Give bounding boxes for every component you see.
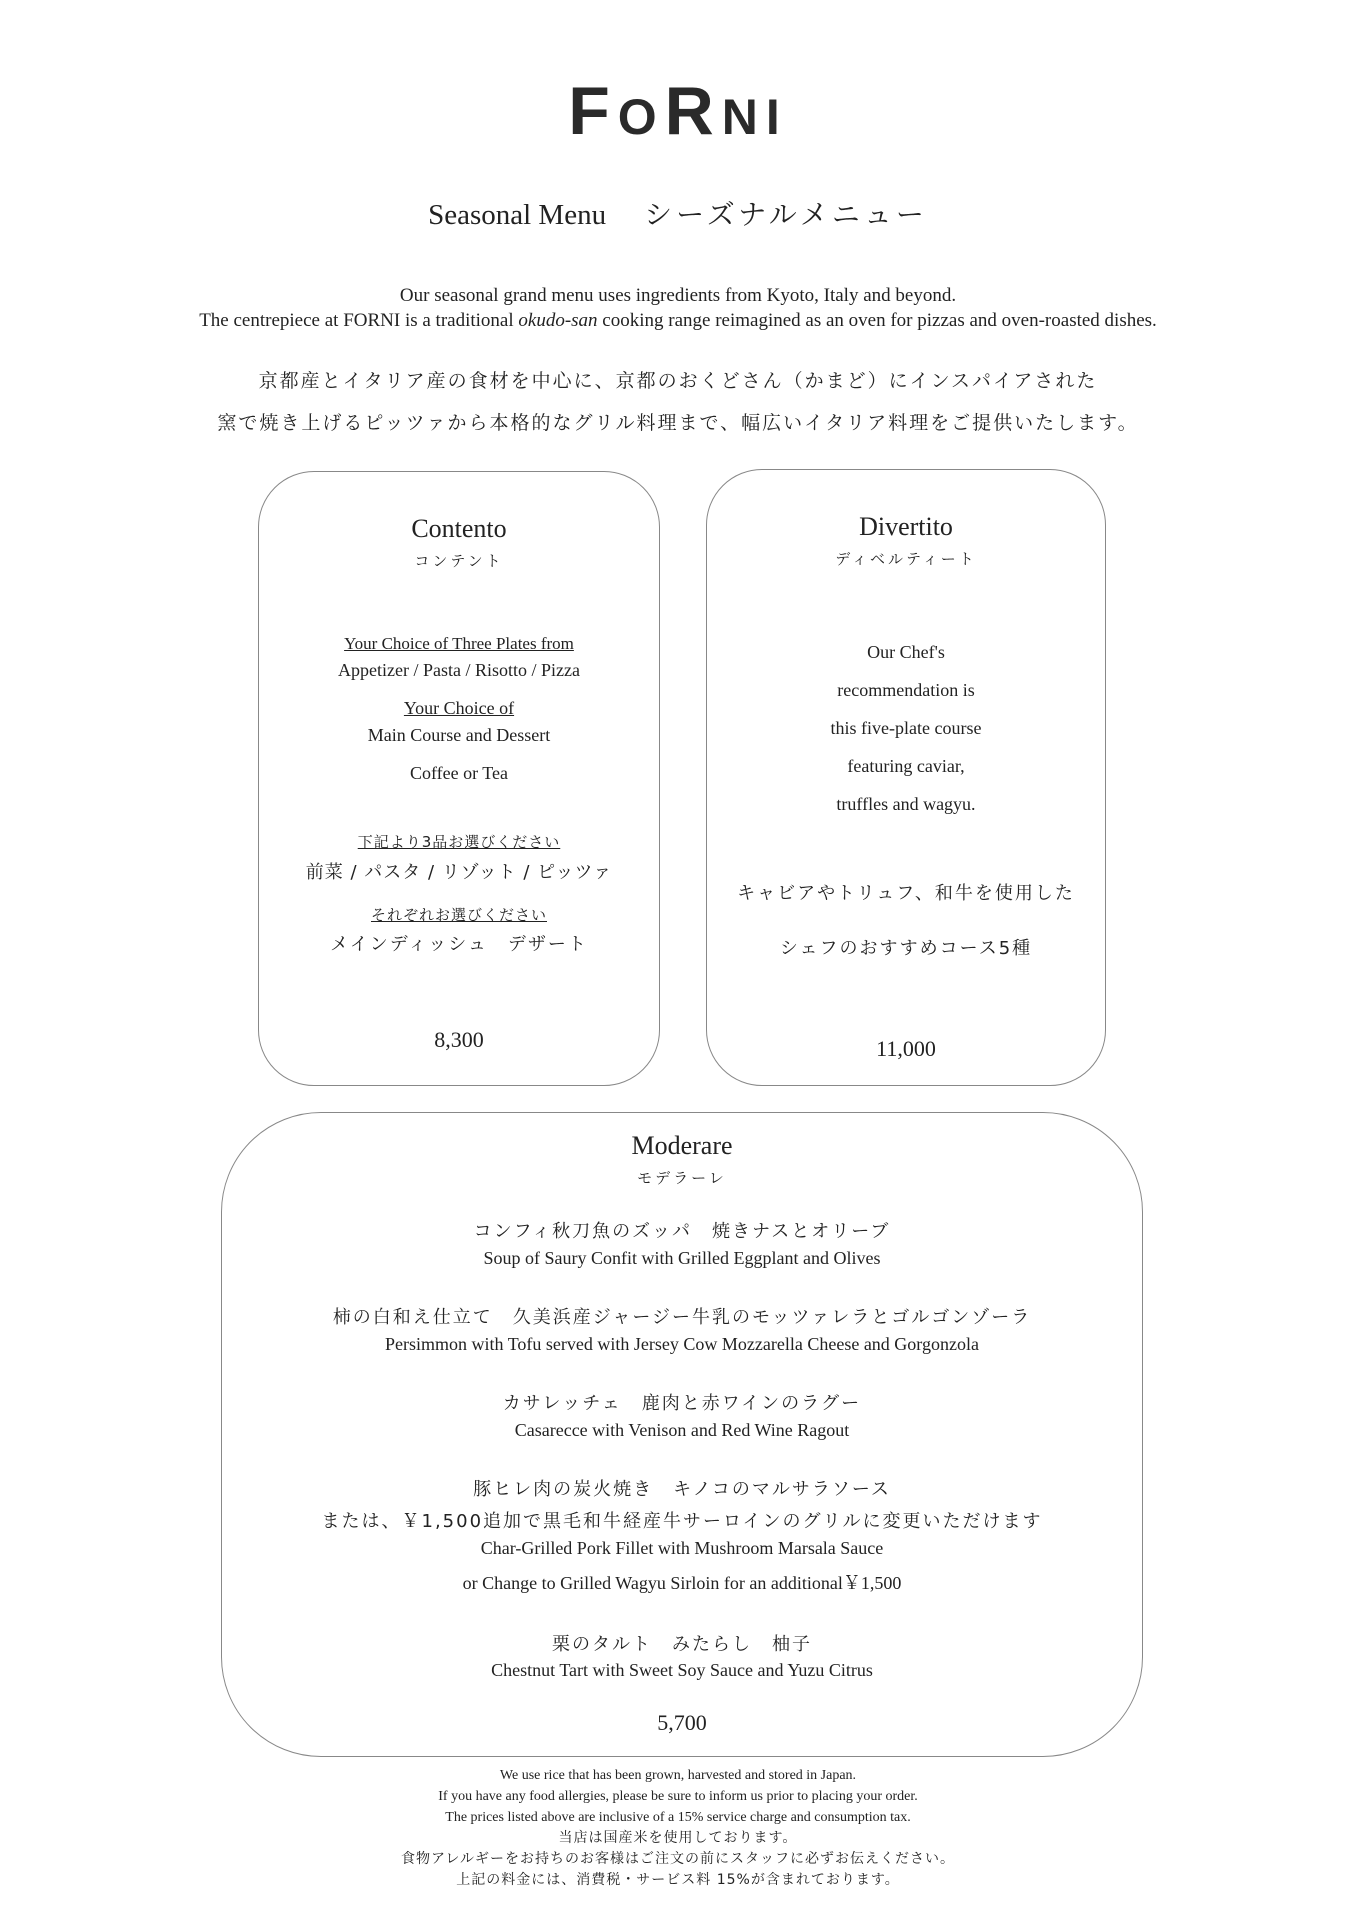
dish2-jp: 柿の白和え仕立て 久美浜産ジャージー牛乳のモッツァレラとゴルゴンゾーラ (332, 1307, 1032, 1328)
jp-heading2: それぞれお選びください (370, 906, 547, 924)
intro-en-line2: The centrepiece at FORNI is a traditional okudo-san cooking range reimagined as an oven for pizzas and oven-roasted dishes. (199, 310, 1157, 331)
course-price: 8,300 (434, 1027, 484, 1052)
drink-choice: Coffee or Tea (409, 763, 509, 783)
jp-heading1: 下記より3品お選びください (357, 833, 561, 851)
footer-en-2: If you have any food allergies, please be sure to inform us prior to placing your order. (438, 1789, 918, 1804)
footer-en-3: The prices listed above are inclusive of a 15% service charge and consumption tax. (445, 1810, 911, 1825)
intro-en-line1: Our seasonal grand menu uses ingredients from Kyoto, Italy and beyond. (399, 285, 957, 306)
intro-jp-line1: 京都産とイタリア産の食材を中心に、京都のおくどさん（かまど）にインスパイアされた (258, 370, 1098, 392)
course-title: Divertito (859, 512, 953, 541)
dish4-en-option: or Change to Grilled Wagyu Sirloin for an additional￥1,500 (462, 1573, 902, 1593)
course-title: Contento (411, 514, 507, 543)
course-description-jp-1: キャビアやトリュフ、和牛を使用した (737, 883, 1075, 904)
dish3-jp: カサレッチェ 鹿肉と赤ワインのラグー (502, 1393, 862, 1414)
choice1-items: Appetizer / Pasta / Risotto / Pizza (338, 660, 580, 680)
course-description-jp-2: シェフのおすすめコース5種 (779, 938, 1033, 959)
intro-jp-line2: 窯で焼き上げるピッツァから本格的なグリル料理まで、幅広いイタリア料理をご提供いたします。 (217, 412, 1139, 434)
dish2-en: Persimmon with Tofu served with Jersey Cow Mozzarella Cheese and Gorgonzola (385, 1334, 979, 1354)
choice2-heading: Your Choice of (403, 698, 515, 718)
dish3-en: Casarecce with Venison and Red Wine Ragout (514, 1420, 850, 1440)
jp-items2: メインディッシュ デザート (330, 934, 588, 955)
footer-jp-1: 当店は国産米を使用しております。 (558, 1830, 798, 1846)
dish4-jp: 豚ヒレ肉の炭火焼き キノコのマルサラソース (473, 1479, 891, 1500)
footer-en-1: We use rice that has been grown, harvested and stored in Japan. (499, 1768, 857, 1783)
dish4-jp-option: または、￥1,500追加で黒毛和牛経産牛サーロインのグリルに変更いただけます (321, 1511, 1043, 1532)
course-description-1: Our Chef's (867, 642, 945, 662)
footer-jp-3: 上記の料金には、消費税・サービス料 15%が含まれております。 (456, 1872, 900, 1888)
footer-jp-2: 食物アレルギーをお持ちのお客様はご注文の前にスタッフに必ずお伝えください。 (400, 1851, 956, 1867)
intro-japanese (0, 360, 1356, 444)
title-jp: シーズナルメニュー (644, 198, 928, 231)
course-title: Moderare (631, 1131, 733, 1160)
choice1-heading: Your Choice of Three Plates from (344, 634, 574, 653)
dish5-en: Chestnut Tart with Sweet Soy Sauce and Yuzu Citrus (491, 1660, 873, 1680)
course-description-2: recommendation is (837, 680, 975, 700)
choice2-items: Main Course and Dessert (367, 725, 551, 745)
page-title (0, 193, 1356, 233)
jp-items1: 前菜 / パスタ / リゾット / ピッツァ (305, 862, 613, 883)
title-en: Seasonal Menu (428, 199, 607, 231)
course-card-contento (258, 471, 660, 1086)
course-subtitle: モデラーレ (637, 1169, 727, 1187)
course-subtitle: コンテント (414, 552, 504, 570)
dish1-en: Soup of Saury Confit with Grilled Eggplant and Olives (483, 1248, 881, 1268)
course-price: 11,000 (876, 1036, 936, 1061)
forni-logo: FORNI (568, 73, 788, 149)
course-description-4: featuring caviar, (847, 756, 965, 776)
course-description-3: this five-plate course (830, 718, 982, 738)
dish4-en: Char-Grilled Pork Fillet with Mushroom Marsala Sauce (480, 1538, 884, 1558)
dish1-jp: コンフィ秋刀魚のズッパ 焼きナスとオリーブ (473, 1221, 891, 1242)
course-card-divertito (706, 469, 1106, 1086)
course-description-5: truffles and wagyu. (836, 794, 976, 814)
footer-notes (0, 1765, 1356, 1891)
course-card-moderare (221, 1112, 1143, 1757)
course-subtitle: ディベルティート (835, 550, 977, 568)
intro-english (0, 283, 1356, 333)
course-price: 5,700 (657, 1710, 707, 1735)
dish5-jp: 栗のタルト みたらし 柚子 (552, 1634, 812, 1655)
